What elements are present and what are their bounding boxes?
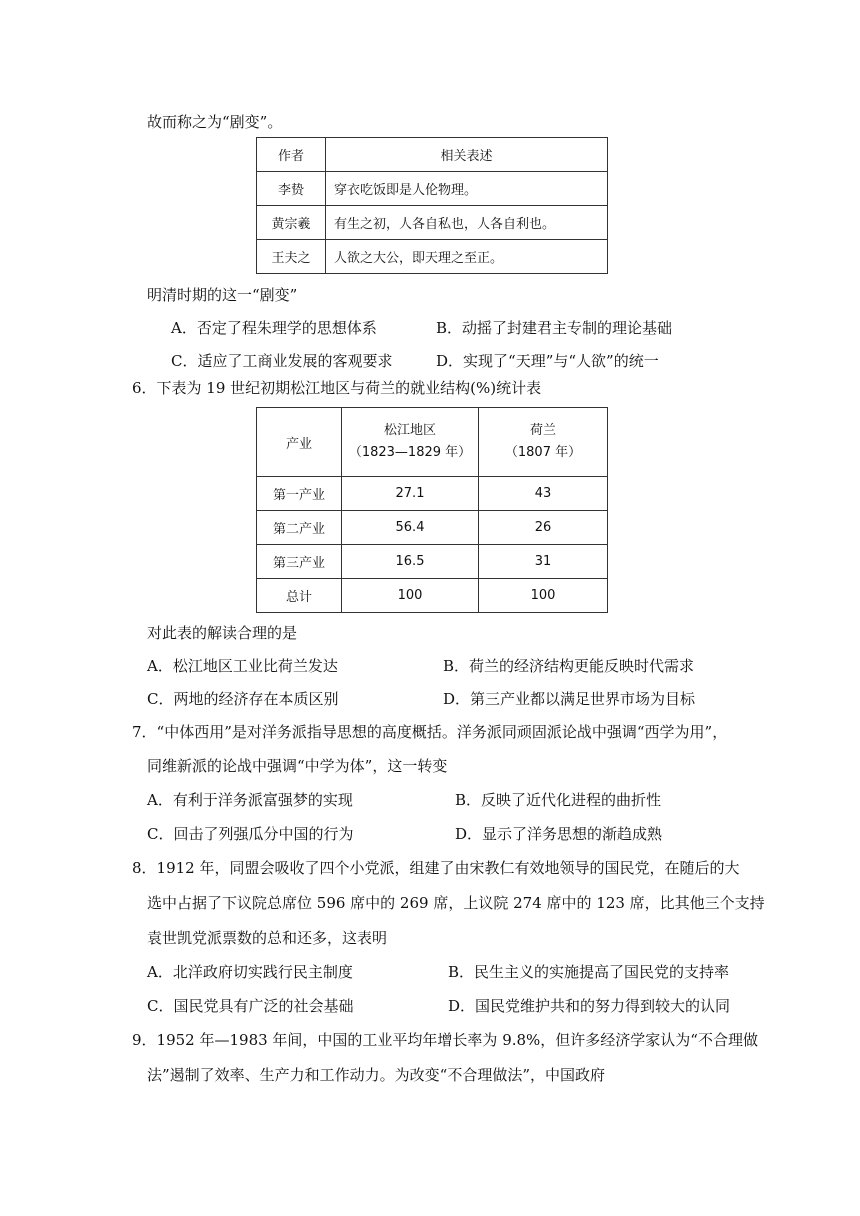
q7-stem-line2: 同维新派的论战中强调“中学为体”，这一转变	[147, 757, 448, 775]
q7-stem-line1: 7．“中体西用”是对洋务派指导思想的高度概括。洋务派同顽固派论战中强调“西学为用”，	[132, 723, 728, 741]
table-row	[257, 408, 608, 477]
q7-option-a: A．有利于洋务派富强梦的实现	[147, 791, 353, 809]
table-row	[257, 172, 608, 206]
q8-option-c: C．国民党具有广泛的社会基础	[147, 997, 354, 1015]
q6-prompt: 对此表的解读合理的是	[147, 624, 298, 642]
table-cell: 总计	[257, 579, 342, 613]
employment-table	[256, 407, 608, 613]
table-cell: 16.5	[342, 545, 479, 579]
intro-text: 故而称之为“剧变”。	[147, 113, 283, 131]
q5-option-d: D．实现了“天理”与“人欲”的统一	[436, 352, 659, 370]
table-cell: 第三产业	[257, 545, 342, 579]
q7-option-b: B．反映了近代化进程的曲折性	[455, 791, 662, 809]
table-cell: 有生之初，人各自私也，人各自利也。	[326, 206, 608, 240]
header-line: （1807 年）	[504, 445, 582, 460]
header-cell: 作者	[257, 138, 326, 172]
table-cell: 黄宗羲	[257, 206, 326, 240]
q5-stem: 明清时期的这一“剧变”	[147, 286, 298, 304]
q8-option-d: D．国民党维护共和的努力得到较大的认同	[448, 997, 731, 1015]
header-line: （1823—1829 年）	[348, 445, 472, 460]
table-cell: 100	[342, 579, 479, 613]
q9-stem-line2: 法”遏制了效率、生产力和工作动力。为改变“不合理做法”，中国政府	[147, 1066, 606, 1084]
header-cell	[479, 408, 608, 477]
table-cell: 人欲之大公，即天理之至正。	[326, 240, 608, 274]
table-cell: 第二产业	[257, 511, 342, 545]
table-cell: 第一产业	[257, 477, 342, 511]
table-row	[257, 240, 608, 274]
q7-option-c: C．回击了列强瓜分中国的行为	[147, 825, 354, 843]
q8-stem-line1: 8．1912 年，同盟会吸收了四个小党派，组建了由宋教仁有效地领导的国民党，在随后的大	[132, 859, 740, 877]
table-row	[257, 511, 608, 545]
header-line: 松江地区	[383, 423, 436, 438]
q8-stem-line2: 选中占据了下议院总席位 596 席中的 269 席，上议院 274 席中的 123 席，比其他三个支持	[147, 894, 765, 912]
header-cell: 相关表述	[326, 138, 608, 172]
q5-option-a: A．否定了程朱理学的思想体系	[171, 319, 377, 337]
table-cell: 26	[479, 511, 608, 545]
header-cell	[342, 408, 479, 477]
table-cell: 李贽	[257, 172, 326, 206]
table-cell: 穿衣吃饭即是人伦物理。	[326, 172, 608, 206]
table-cell: 100	[479, 579, 608, 613]
thinkers-table	[256, 137, 608, 274]
table-row	[257, 206, 608, 240]
q5-option-b: B．动摇了封建君主专制的理论基础	[436, 319, 673, 337]
header-line: 荷兰	[529, 423, 556, 438]
q6-option-d: D．第三产业都以满足世界市场为目标	[443, 690, 696, 708]
table-row	[257, 579, 608, 613]
table-cell: 43	[479, 477, 608, 511]
table-row	[257, 477, 608, 511]
table-cell: 王夫之	[257, 240, 326, 274]
q8-option-b: B．民生主义的实施提高了国民党的支持率	[448, 963, 730, 981]
table-row	[257, 545, 608, 579]
q6-option-a: A．松江地区工业比荷兰发达	[147, 657, 338, 675]
table-cell: 27.1	[342, 477, 479, 511]
q6-option-b: B．荷兰的经济结构更能反映时代需求	[443, 657, 695, 675]
table-cell: 31	[479, 545, 608, 579]
q8-option-a: A．北洋政府切实践行民主制度	[147, 963, 353, 981]
table-cell: 56.4	[342, 511, 479, 545]
q9-stem-line1: 9．1952 年—1983 年间，中国的工业平均年增长率为 9.8%，但许多经济学家认为“不合理做	[132, 1031, 758, 1049]
header-cell: 产业	[257, 408, 342, 477]
q8-stem-line3: 袁世凯党派票数的总和还多，这表明	[147, 929, 388, 947]
table-row	[257, 138, 608, 172]
q7-option-d: D．显示了洋务思想的渐趋成熟	[455, 825, 663, 843]
q6-option-c: C．两地的经济存在本质区别	[147, 690, 339, 708]
q5-option-c: C．适应了工商业发展的客观要求	[171, 352, 393, 370]
q6-stem: 6．下表为 19 世纪初期松江地区与荷兰的就业结构(%)统计表	[132, 379, 542, 397]
